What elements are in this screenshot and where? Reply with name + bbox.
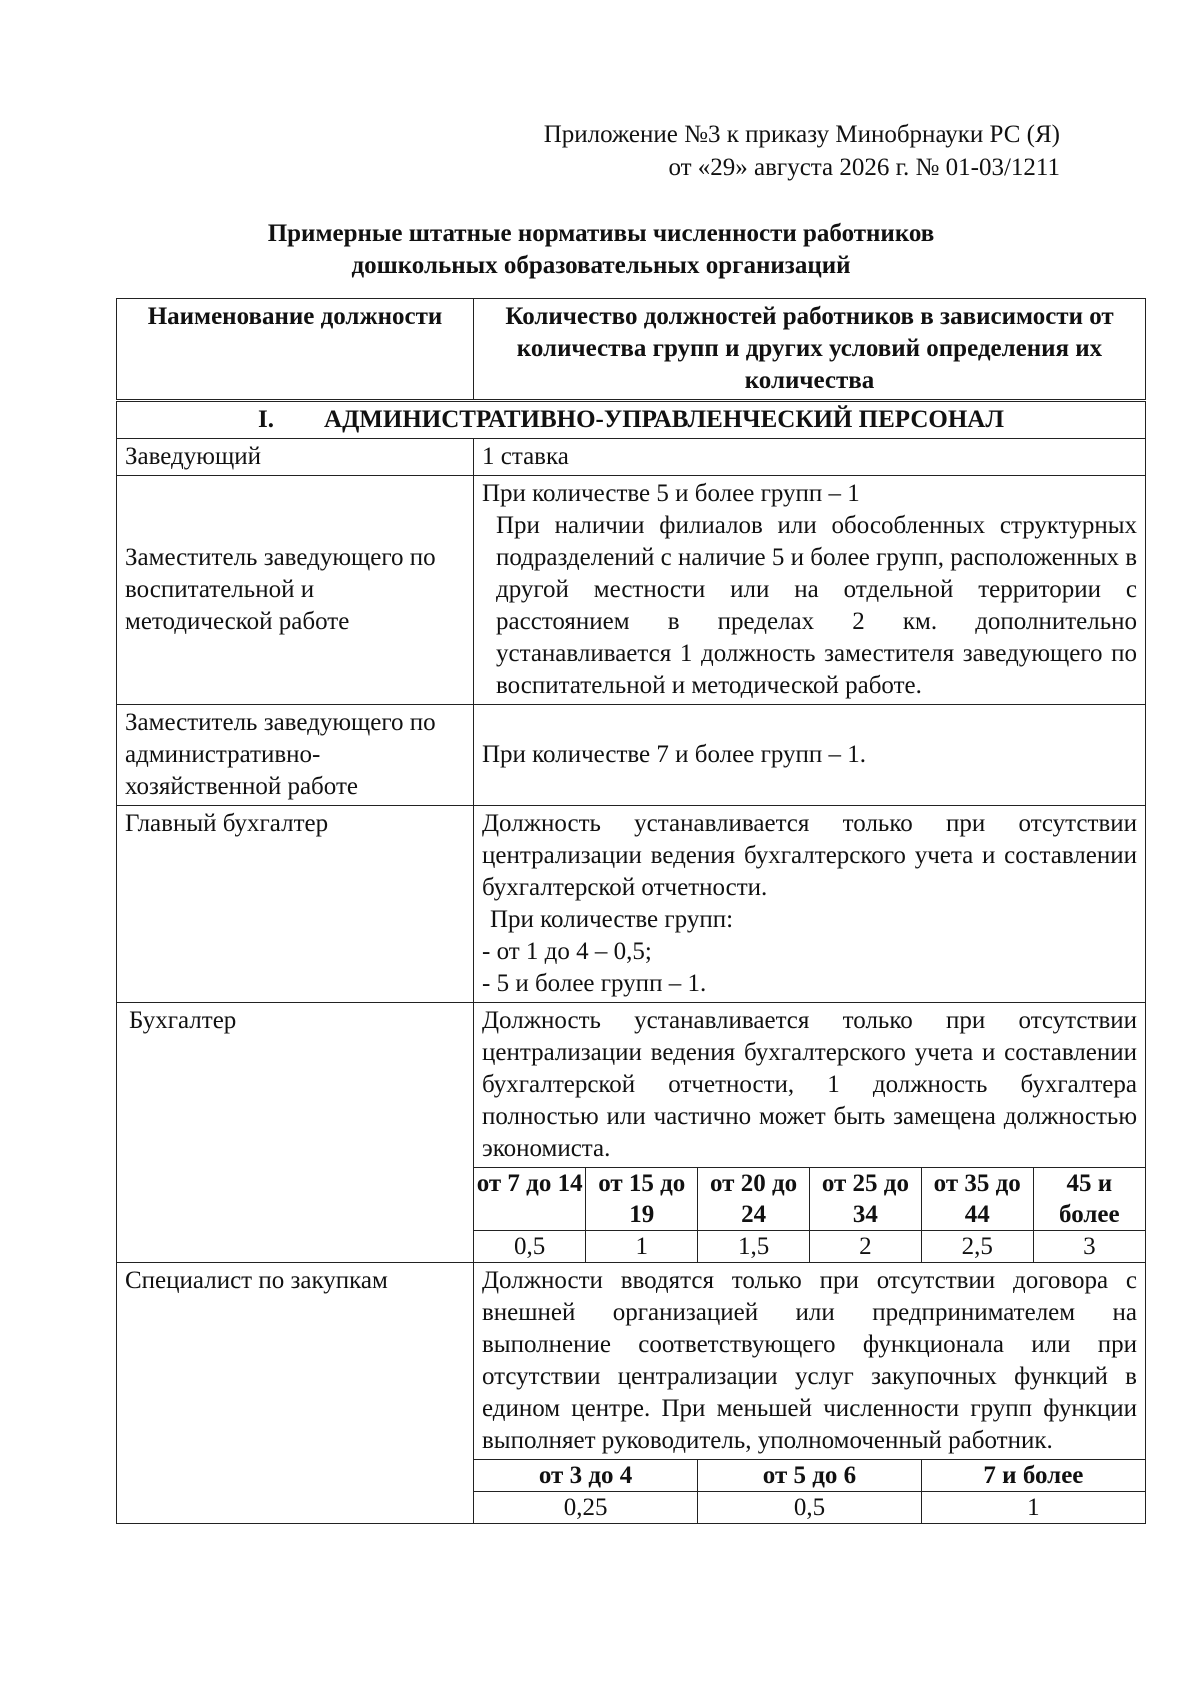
sub-value-cell: 2: [809, 1231, 921, 1263]
section-row: [117, 401, 1146, 439]
sub-header-cell: от 35 до 44: [921, 1168, 1033, 1231]
table-row: [117, 476, 1146, 705]
sub-value-row: [474, 1492, 1145, 1524]
section-title: I. АДМИНИСТРАТИВНО-УПРАВЛЕНЧЕСКИЙ ПЕРСОНАЛ: [117, 401, 1146, 439]
position-value: [474, 1003, 1146, 1263]
title-line-1: Примерные штатные нормативы численности работников: [267, 220, 935, 247]
value-paragraph: - 5 и более групп – 1.: [482, 970, 707, 997]
position-name: Заместитель заведующего по воспитательной и методической работе: [117, 476, 474, 705]
sub-table: [474, 1167, 1145, 1262]
sub-value-row: [474, 1231, 1145, 1263]
sub-header-row: [474, 1168, 1145, 1231]
position-value: [474, 806, 1146, 1003]
sub-header-cell: от 20 до 24: [698, 1168, 810, 1231]
table-row: [117, 439, 1146, 476]
value-paragraph: Должность устанавливается только при отсутствии централизации ведения бухгалтерского учета и составлении бухгалтерской отчетности.: [482, 810, 1137, 901]
document-title: [116, 218, 1086, 282]
value-paragraph: При наличии филиалов или обособленных структурных подразделений с наличие 5 и более групп, расположенных в другой местности или на отдельной территории с расстоянием в пределах 2 км. дополнительно устанавливается 1 должность заместителя заведующего по воспитательной и методической работе.: [496, 512, 1137, 699]
value-paragraph: - от 1 до 4 – 0,5;: [482, 938, 652, 965]
sub-value-cell: 1: [921, 1492, 1145, 1524]
header-line-2: от «29» августа 2026 г. № 01-03/1211: [668, 154, 1060, 181]
sub-value-cell: 0,5: [474, 1231, 586, 1263]
sub-value-cell: 0,5: [698, 1492, 922, 1524]
sub-value-cell: 2,5: [921, 1231, 1033, 1263]
position-name: Специалист по закупкам: [117, 1263, 474, 1524]
document-header: [544, 118, 1060, 184]
value-paragraph: Должность устанавливается только при отсутствии централизации ведения бухгалтерского учета и составлении бухгалтерской отчетности, 1 должность бухгалтера полностью или частично может быть замещена должностью экономиста.: [482, 1007, 1137, 1162]
title-line-2: дошкольных образовательных организаций: [351, 252, 851, 279]
table-row: [117, 1263, 1146, 1524]
sub-value-cell: 1,5: [698, 1231, 810, 1263]
table-row: [117, 705, 1146, 806]
sub-header-cell: от 7 до 14: [474, 1168, 586, 1231]
sub-value-cell: 3: [1033, 1231, 1145, 1263]
table-row: [117, 806, 1146, 1003]
table-row: [117, 1003, 1146, 1263]
sub-header-cell: от 3 до 4: [474, 1460, 698, 1492]
position-name: Бухгалтер: [117, 1003, 474, 1263]
sub-value-cell: 1: [586, 1231, 698, 1263]
col-header-position: Наименование должности: [117, 299, 474, 401]
position-value: 1 ставка: [474, 439, 1146, 476]
sub-header-cell: от 25 до 34: [809, 1168, 921, 1231]
staffing-table: [116, 298, 1146, 1524]
sub-header-cell: от 15 до 19: [586, 1168, 698, 1231]
position-name: Заведующий: [117, 439, 474, 476]
sub-header-cell: от 5 до 6: [698, 1460, 922, 1492]
sub-header-cell: 45 и более: [1033, 1168, 1145, 1231]
value-paragraph: При количестве 5 и более групп – 1: [482, 480, 860, 507]
sub-header-cell: 7 и более: [921, 1460, 1145, 1492]
sub-table: [474, 1459, 1145, 1523]
table-header-row: [117, 299, 1146, 401]
sub-header-row: [474, 1460, 1145, 1492]
position-name: Главный бухгалтер: [117, 806, 474, 1003]
position-value: [474, 476, 1146, 705]
position-name: Заместитель заведующего по административно-хозяйственной работе: [117, 705, 474, 806]
value-paragraph: Должности вводятся только при отсутствии договора с внешней организацией или предпринимателем на выполнение соответствующего функционала или при отсутствии централизации услуг закупочных функций в едином центре. При меньшей численности групп функции выполняет руководитель, уполномоченный работник.: [482, 1267, 1137, 1454]
position-value: [474, 1263, 1146, 1524]
value-paragraph: При количестве групп:: [490, 906, 734, 933]
position-value: При количестве 7 и более групп – 1.: [474, 705, 1146, 806]
col-header-count: Количество должностей работников в зависимости от количества групп и других условий определения их количества: [474, 299, 1146, 401]
sub-value-cell: 0,25: [474, 1492, 698, 1524]
header-line-1: Приложение №3 к приказу Минобрнауки РС (Я): [543, 121, 1060, 148]
